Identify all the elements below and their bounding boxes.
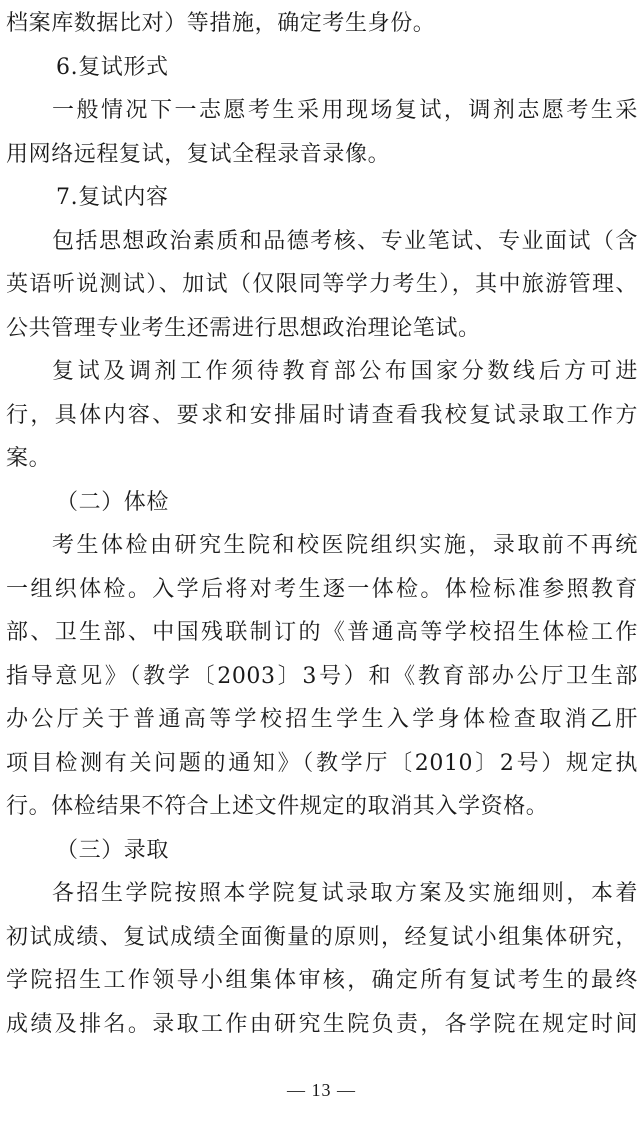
text-line: 案。 xyxy=(6,446,52,471)
text-line: 档案库数据比对）等措施，确定考生身份。 xyxy=(6,11,436,36)
section-heading-retest-content: 7.复试内容 xyxy=(56,185,169,210)
text-line: 学院招生工作领导小组集体审核，确定所有复试考生的最终 xyxy=(6,968,638,993)
text-line: 行，具体内容、要求和安排届时请查看我校复试录取工作方 xyxy=(6,402,638,428)
text-line: 一组织体检。入学后将对考生逐一体检。体检标准参照教育 xyxy=(6,576,638,602)
text-line: 行。体检结果不符合上述文件规定的取消其入学资格。 xyxy=(6,794,549,819)
text-line: 英语听说测试）、加试（仅限同等学力考生），其中旅游管理、 xyxy=(6,272,638,297)
section-heading-physical-exam: （二）体检 xyxy=(56,489,170,515)
text-line: 复试及调剂工作须待教育部公布国家分数线后方可进 xyxy=(52,359,638,384)
text-line: 初试成绩、复试成绩全面衡量的原则，经复试小组集体研究， xyxy=(6,924,638,950)
text-line: 成绩及排名。录取工作由研究生院负责，各学院在规定时间 xyxy=(6,1011,638,1037)
text-line: 考生体检由研究生院和校医院组织实施，录取前不再统 xyxy=(52,533,638,558)
text-line: 办公厅关于普通高等学校招生学生入学身体检查取消乙肝 xyxy=(6,707,638,732)
text-line: 指导意见》（教学〔2003〕3号）和《教育部办公厅卫生部 xyxy=(6,663,638,689)
text-line: 公共管理专业考生还需进行思想政治理论笔试。 xyxy=(6,315,481,341)
text-line: 项目检测有关问题的通知》（教学厅〔2010〕2号）规定执 xyxy=(6,750,638,776)
text-line: 用网络远程复试，复试全程录音录像。 xyxy=(6,141,391,167)
text-line: 一般情况下一志愿考生采用现场复试，调剂志愿考生采 xyxy=(52,98,638,123)
document-body xyxy=(6,2,638,1046)
text-line: 部、卫生部、中国残联制订的《普通高等学校招生体检工作 xyxy=(6,620,638,645)
section-heading-retest-form: 6.复试形式 xyxy=(56,54,169,80)
text-line: 包括思想政治素质和品德考核、专业笔试、专业面试（含 xyxy=(52,228,638,254)
text-line: 各招生学院按照本学院复试录取方案及实施细则，本着 xyxy=(52,881,638,906)
section-heading-admission: （三）录取 xyxy=(56,837,170,863)
page-number: — 13 — xyxy=(287,1080,356,1100)
